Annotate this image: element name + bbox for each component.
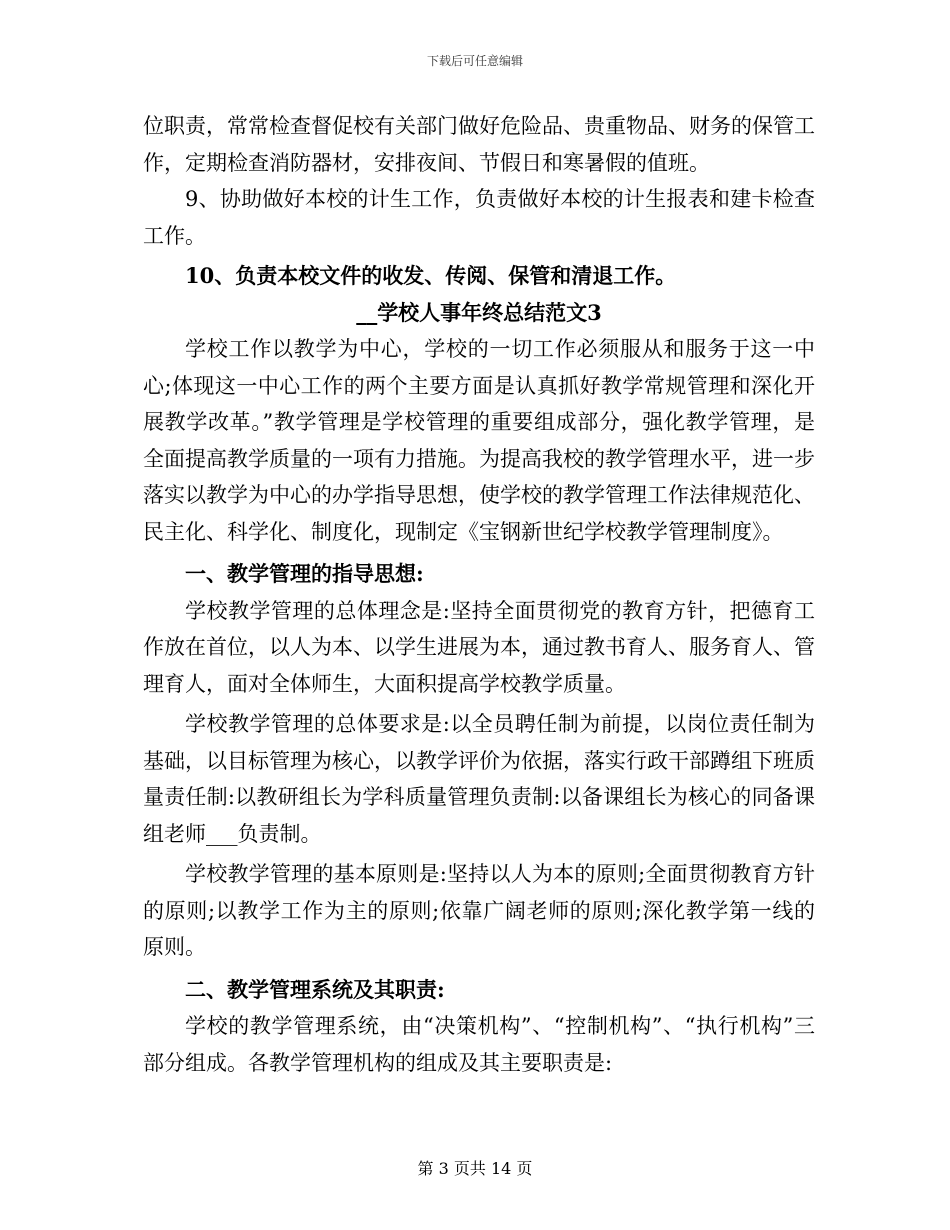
document-body	[143, 108, 815, 1081]
section-title: __学校人事年终总结范文3	[356, 299, 602, 325]
paragraph-basic-principles: 学校教学管理的基本原则是:坚持以人为本的原则;全面贯彻教育方针的原则;以教学工作为主的原则;依靠广阔老师的原则;深化教学第一线的原则。	[143, 862, 815, 959]
paragraph-duty-continuation: 位职责，常常检查督促校有关部门做好危险品、贵重物品、财务的保管工作，定期检查消防器材，安排夜间、节假日和寒暑假的值班。	[143, 114, 815, 175]
page-footer: 第 3 页共 14 页	[417, 1159, 533, 1178]
paragraph-intro: 学校工作以教学为中心，学校的一切工作必须服从和服务于这一中心;体现这一中心工作的两个主要方面是认真抓好教学常规管理和深化开展教学改革。”教学管理是学校管理的重要组成部分，强化教学管理，是全面提高教学质量的一项有力措施。为提高我校的教学管理水平，进一步落实以教学为中心的办学指导思想，使学校的教学管理工作法律规范化、民主化、科学化、制度化，现制定《宝钢新世纪学校教学管理制度》。	[143, 337, 815, 544]
paragraph-item-10: 10、负责本校文件的收发、传阅、保管和清退工作。	[185, 263, 677, 288]
paragraph-overall-requirements: 学校教学管理的总体要求是:以全员聘任制为前提，以岗位责任制为基础，以目标管理为核心，以教学评价为依据，落实行政干部蹲组下班质量责任制:以教研组长为学科质量管理负责制:以备课组长为核心的同备课组老师___负责制。	[143, 712, 815, 846]
page-header: 下载后可任意编辑	[426, 54, 523, 68]
heading-management-system: 二、教学管理系统及其职责:	[185, 976, 445, 1002]
paragraph-management-system: 学校的教学管理系统，由“决策机构”、“控制机构”、“执行机构”三部分组成。各教学管理机构的组成及其主要职责是:	[143, 1014, 815, 1075]
paragraph-overall-concept: 学校教学管理的总体理念是:坚持全面贯彻党的教育方针，把德育工作放在首位，以人为本、以学生进展为本，通过教书育人、服务育人、管理育人，面对全体师生，大面积提高学校教学质量。	[143, 598, 815, 696]
heading-guiding-ideology: 一、教学管理的指导思想:	[185, 561, 424, 586]
paragraph-item-9: 9、协助做好本校的计生工作，负责做好本校的计生报表和建卡检查工作。	[143, 187, 815, 248]
